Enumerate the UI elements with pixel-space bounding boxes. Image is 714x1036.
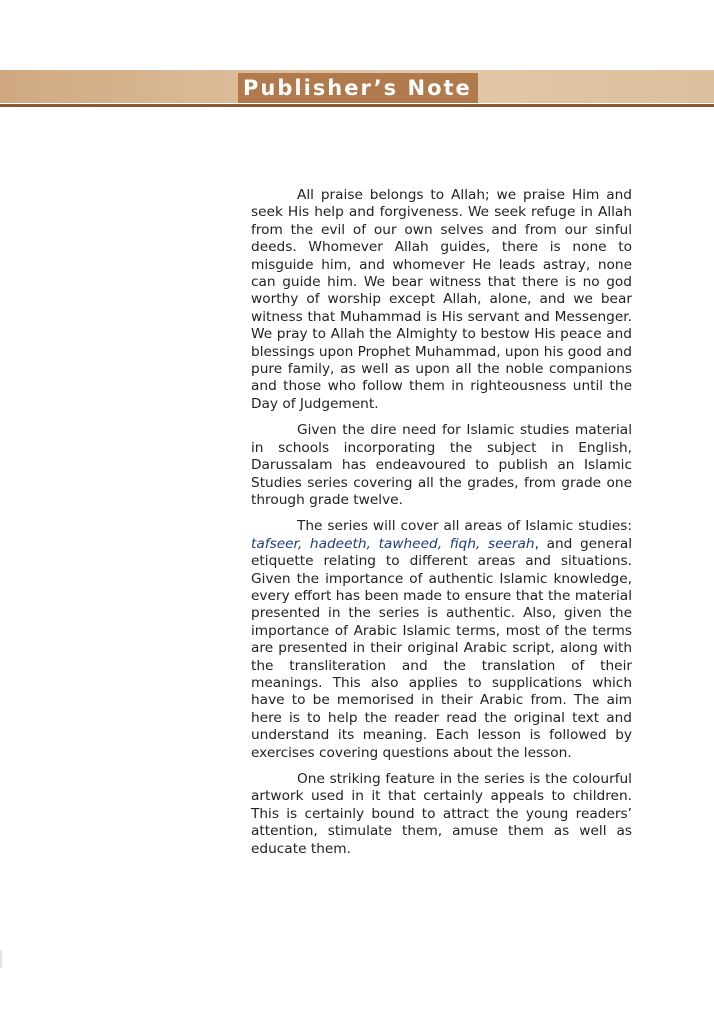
paragraph-3-intro: The series will cover all areas of Islamic studies: (297, 518, 632, 535)
term-fiqh: fiqh (449, 535, 476, 552)
body-text (251, 187, 632, 867)
page-edge-mark (0, 950, 2, 968)
paragraph-4: One striking feature in the series is the colourful artwork used in it that certainly appeals to children. This is certainly bound to attract the young readers’ attention, stimulate them, amuse them as well as educate them. (251, 771, 632, 857)
term-seerah: seerah (487, 535, 535, 552)
term-hadeeth: hadeeth (309, 535, 367, 552)
paragraph-1: All praise belongs to Allah; we praise Him and seek His help and forgiveness. We seek refuge in Allah from the evil of our own selves and from our sinful deeds. Whomever Allah guides, there is none to misguide him, and whomever He leads astray, none can guide him. We bear witness that there is no god worthy of worship except Allah, alone, and we bear witness that Muhammad is His servant and Messenger. We pray to Allah the Almighty to bestow His peace and blessings upon Prophet Muhammad, upon his good and pure family, as well as upon all the noble companions and those who follow them in righteousness until the Day of Judgement. (251, 187, 632, 412)
paragraph-2: Given the dire need for Islamic studies material in schools incorporating the subject in English, Darussalam has endeavoured to publish an Islamic Studies series covering all the grades, from grade one through grade twelve. (251, 422, 632, 508)
term-tafseer: tafseer (251, 535, 298, 552)
paragraph-3: The series will cover all areas of Islamic studies: tafseer, hadeeth, tawheed, fiqh, seerah, and general etiquette relating to different areas and situations. Given the importance of authentic Islamic knowledge, every effort has been made to ensure that the material presented in the series is authentic. Also, given the importance of Arabic Islamic terms, most of the terms are presented in their original Arabic script, along with the transliteration and the translation of their meanings. This also applies to supplications which have to be memorised in their Arabic from. The aim here is to help the reader read the original text and understand its meaning. Each lesson is followed by exercises covering questions about the lesson. (251, 518, 633, 761)
header-rule (0, 104, 714, 107)
paragraph-3-rest: , and general etiquette relating to different areas and situations. Given the importance of authentic Islamic knowledge, every effort has been made to ensure that the material presented in the series is authentic. Also, given the importance of Arabic Islamic terms, most of the terms are presented in their original Arabic script, along with the transliteration and the translation of their meanings. This also applies to supplications which have to be memorised in their Arabic from. The aim here is to help the reader read the original text and understand its meaning. Each lesson is followed by exercises covering questions about the lesson. (251, 535, 633, 761)
page-title: Publisher’s Note (243, 76, 472, 100)
term-tawheed: tawheed (378, 535, 438, 552)
